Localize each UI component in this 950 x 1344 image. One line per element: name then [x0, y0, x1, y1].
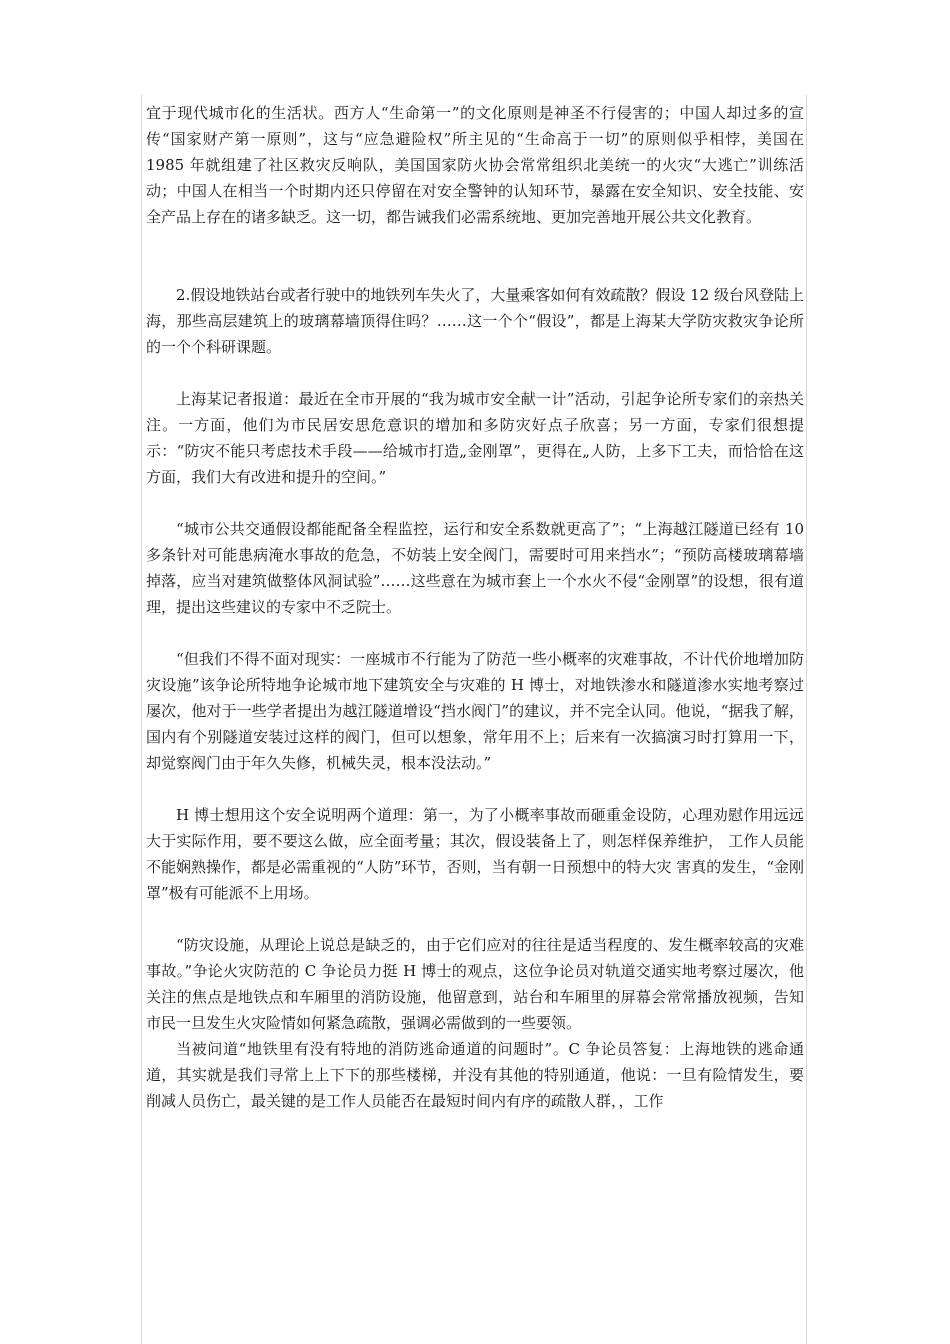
paragraph-4: “城市公共交通假设都能配备全程监控，运行和安全系数就更高了”；“上海越江隧道已经有 10 多条针对可能患病淹水事故的危急，不妨装上安全阀门，需要时可用来挡水”；“预防高楼玻璃幕墙掉落，应当对建筑做整体风洞试验”……这些意在为城市套上一个水火不侵“金刚罩”的设想，很有道理，提出这些建议的专家中不乏院士。: [146, 520, 804, 616]
paragraph-5: “但我们不得不面对现实：一座城市不行能为了防范一些小概率的灾难事故，不计代价地增加防灾设施”该争论所特地争论城市地下建筑安全与灾难的 H 博士，对地铁渗水和隧道渗水实地考察过屡次，他对于一些学者提出为越江隧道增设“挡水阀门”的建议，并不完全认同。他说，“据我了解，国内有个别隧道安装过这样的阀门，但可以想象，常年用不上；后来有一次搞演习时打算用一下，却觉察阀门由于年久失修，机械失灵，根本没法动。”: [146, 650, 804, 772]
paragraph-8: 当被问道“地铁里有没有特地的消防逃命通道的问题时”。C 争论员答复：上海地铁的逃命通道，其实就是我们寻常上上下下的那些楼梯，并没有其他的特别通道，他说：一旦有险情发生，要削减人员伤亡，最关键的是工作人员能否在最短时间内有序的疏散人群，，工作: [146, 1040, 804, 1110]
paragraph-6: H 博士想用这个安全说明两个道理：第一，为了小概率事故而砸重金设防，心理劝慰作用远远大于实际作用，要不要这么做，应全面考量；其次，假设装备上了，则怎样保养维护， 工作人员能不能娴熟操作，都是必需重视的“人防”环节，否则，当有朝一日预想中的特大灾 害真的发生，“金刚罩”极有可能派不上用场。: [146, 806, 804, 902]
document-page: [141, 95, 807, 1344]
paragraph-3: 上海某记者报道：最近在全市开展的“我为城市安全献一计”活动，引起争论所专家们的亲热关注。一方面，他们为市民居安思危意识的增加和多防灾好点子欣喜；另一方面，专家们很想提示：“防灾不能只考虑技术手段——给城市打造„金刚罩”，更得在„人防，上多下工夫，而恰恰在这方面，我们大有改进和提升的空间。”: [146, 390, 804, 486]
paragraph-7: “防灾设施，从理论上说总是缺乏的，由于它们应对的往往是适当程度的、发生概率较高的灾难事故。”争论火灾防范的 C 争论员力挺 H 博士的观点，这位争论员对轨道交通实地考察过屡次，他关注的焦点是地铁点和车厢里的消防设施，他留意到，站台和车厢里的屏幕会常常播放视频，告知市民一旦发生火灾险情如何紧急疏散，强调必需做到的一些要领。: [146, 936, 804, 1032]
paragraph-2: 2.假设地铁站台或者行驶中的地铁列车失火了，大量乘客如何有效疏散？假设 12 级台风登陆上海，那些高层建筑上的玻璃幕墙顶得住吗？……这一个个“假设”，都是上海某大学防灾救灾争论所的一个个科研课题。: [146, 286, 804, 356]
paragraph-1: 宜于现代城市化的生活状。西方人“生命第一”的文化原则是神圣不行侵害的；中国人却过多的宣传“国家财产第一原则”，这与“应急避险权”所主见的“生命高于一切”的原则似乎相悖，美国在 1985 年就组建了社区救灾反响队，美国国家防火协会常常组织北美统一的火灾“大逃亡”训练活动；中国人在相当一个时期内还只停留在对安全警钟的认知环节，暴露在安全知识、安全技能、安全产品上存在的诸多缺乏。这一切，都告诫我们必需系统地、更加完善地开展公共文化教育。: [146, 104, 804, 226]
